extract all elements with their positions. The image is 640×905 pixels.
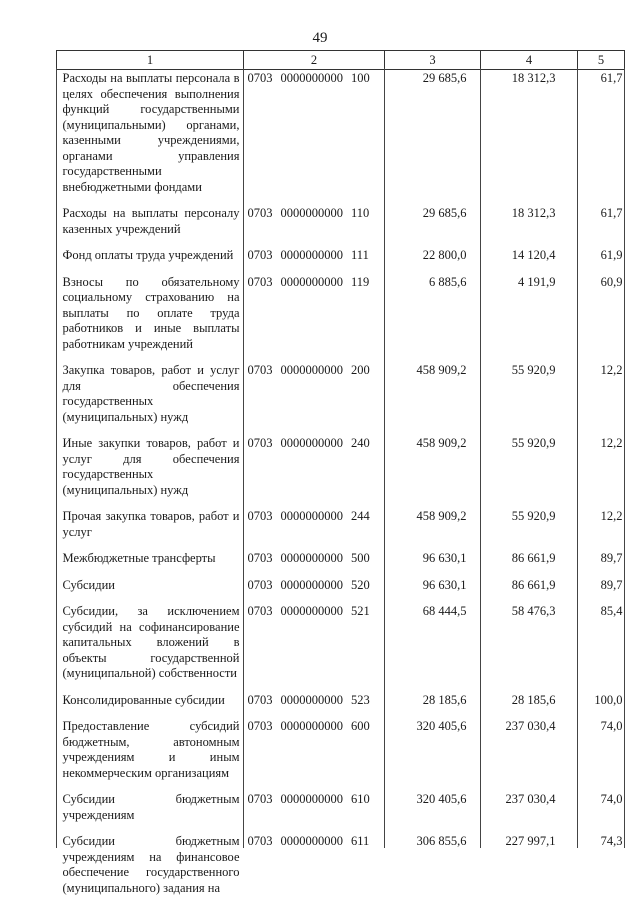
table-header — [57, 51, 625, 70]
expense-name: Закупка товаров, работ и услуг для обеспечения государственных (муниципальных) нужд — [62, 363, 240, 424]
table-row — [57, 601, 625, 690]
actual-amount: 14 120,4 — [511, 248, 556, 262]
expense-type-code: 244 — [351, 509, 370, 523]
section-code: 0703 — [247, 363, 273, 377]
target-article-code: 0000000000 — [280, 692, 343, 707]
budget-code — [244, 245, 385, 272]
execution-percent: 61,7 — [600, 206, 623, 220]
planned-amount: 458 909,2 — [416, 363, 467, 377]
table-row — [57, 548, 625, 575]
section-code: 0703 — [247, 692, 273, 707]
execution-percent: 12,2 — [600, 363, 623, 377]
section-code: 0703 — [247, 604, 273, 618]
budget-code — [244, 70, 385, 204]
column-divider — [624, 68, 625, 848]
header-col-1: 1 — [57, 51, 244, 70]
target-article-code: 0000000000 — [280, 719, 343, 733]
section-code: 0703 — [247, 71, 273, 85]
section-code: 0703 — [247, 792, 273, 806]
expense-name: Субсидии, за исключением субсидий на софинансирование капитальных вложений в объекты государственной (муниципальной) собственности — [62, 604, 240, 680]
section-code: 0703 — [247, 436, 273, 450]
execution-percent: 12,2 — [600, 436, 623, 450]
execution-percent: 74,3 — [600, 834, 623, 848]
budget-code — [244, 716, 385, 789]
header-row — [57, 51, 625, 70]
execution-percent: 74,0 — [600, 792, 623, 806]
budget-code — [244, 789, 385, 831]
section-code: 0703 — [247, 206, 273, 220]
target-article-code: 0000000000 — [280, 604, 343, 618]
planned-amount: 22 800,0 — [422, 248, 467, 262]
expense-name: Субсидии — [62, 577, 115, 592]
actual-amount: 55 920,9 — [511, 363, 556, 377]
target-article-code: 0000000000 — [280, 551, 343, 565]
target-article-code: 0000000000 — [280, 436, 343, 450]
budget-table — [56, 50, 625, 904]
page-number: 49 — [312, 30, 328, 46]
expense-name: Расходы на выплаты персоналу казенных учреждений — [62, 206, 240, 236]
expense-type-code: 610 — [351, 792, 370, 806]
planned-amount: 28 185,6 — [422, 692, 467, 707]
expense-name: Межбюджетные трансферты — [62, 551, 216, 565]
budget-code — [244, 601, 385, 690]
column-divider — [56, 68, 57, 848]
header-col-2: 2 — [244, 51, 385, 70]
planned-amount: 458 909,2 — [416, 436, 467, 450]
actual-amount: 18 312,3 — [511, 206, 556, 220]
expense-name: Прочая закупка товаров, работ и услуг — [62, 509, 240, 539]
column-divider — [577, 68, 578, 848]
table-row — [57, 575, 625, 602]
expense-type-code: 110 — [351, 206, 370, 220]
expense-type-code: 600 — [351, 719, 370, 733]
table-row — [57, 203, 625, 245]
table-row — [57, 690, 625, 717]
section-code: 0703 — [247, 577, 273, 592]
planned-amount: 96 630,1 — [422, 577, 467, 592]
table-row — [57, 789, 625, 831]
execution-percent: 60,9 — [600, 274, 623, 289]
target-article-code: 0000000000 — [280, 363, 343, 377]
execution-percent: 74,0 — [600, 719, 623, 733]
actual-amount: 227 997,1 — [505, 834, 556, 848]
table-row — [57, 506, 625, 548]
target-article-code: 0000000000 — [280, 274, 343, 289]
expense-type-code: 119 — [351, 274, 370, 289]
expense-name: Взносы по обязательному социальному страхованию на выплаты по оплате труда работников и иные выплаты работникам учреждений — [62, 274, 240, 351]
table-row — [57, 245, 625, 272]
execution-percent: 12,2 — [600, 509, 623, 523]
expense-name: Консолидированные субсидии — [62, 692, 225, 707]
expense-name: Субсидии бюджетным учреждениям на финансовое обеспечение государственного (муниципального) задания на — [62, 834, 240, 895]
section-code: 0703 — [247, 509, 273, 523]
actual-amount: 86 661,9 — [511, 551, 556, 565]
planned-amount: 6 885,6 — [429, 274, 467, 289]
section-code: 0703 — [247, 248, 273, 262]
expense-type-code: 611 — [351, 834, 370, 848]
planned-amount: 68 444,5 — [422, 604, 467, 618]
target-article-code: 0000000000 — [280, 834, 343, 848]
actual-amount: 86 661,9 — [511, 577, 556, 592]
execution-percent: 89,7 — [600, 551, 623, 565]
budget-code — [244, 548, 385, 575]
expense-name: Субсидии бюджетным учреждениям — [62, 792, 240, 822]
expense-type-code: 523 — [351, 692, 370, 707]
actual-amount: 237 030,4 — [505, 792, 556, 806]
budget-code — [244, 575, 385, 602]
planned-amount: 306 855,6 — [416, 834, 467, 848]
section-code: 0703 — [247, 719, 273, 733]
planned-amount: 29 685,6 — [422, 71, 467, 85]
expense-name: Фонд оплаты труда учреждений — [62, 248, 234, 262]
execution-percent: 85,4 — [600, 604, 623, 618]
expense-type-code: 100 — [351, 71, 370, 85]
budget-code — [244, 433, 385, 506]
budget-code — [244, 831, 385, 904]
budget-code — [244, 203, 385, 245]
planned-amount: 320 405,6 — [416, 792, 467, 806]
header-col-3: 3 — [385, 51, 481, 70]
expense-type-code: 521 — [351, 604, 370, 618]
execution-percent: 100,0 — [594, 692, 623, 707]
budget-code — [244, 360, 385, 433]
budget-code — [244, 506, 385, 548]
table-row — [57, 70, 625, 204]
actual-amount: 18 312,3 — [511, 71, 556, 85]
expense-type-code: 111 — [351, 248, 369, 262]
budget-code — [244, 690, 385, 717]
expense-type-code: 240 — [351, 436, 370, 450]
section-code: 0703 — [247, 551, 273, 565]
planned-amount: 96 630,1 — [422, 551, 467, 565]
actual-amount: 28 185,6 — [511, 692, 556, 707]
table-row — [57, 360, 625, 433]
expense-name: Расходы на выплаты персонала в целях обеспечения выполнения функций государственными (муниципальными) органами, казенными учреждениями, органами управления государственными внебюджетными фондами — [62, 71, 240, 194]
header-col-5: 5 — [578, 51, 625, 70]
table-row — [57, 716, 625, 789]
target-article-code: 0000000000 — [280, 248, 343, 262]
execution-percent: 61,7 — [600, 71, 623, 85]
actual-amount: 55 920,9 — [511, 436, 556, 450]
expense-type-code: 500 — [351, 551, 370, 565]
expense-type-code: 520 — [351, 577, 370, 592]
budget-code — [244, 272, 385, 361]
section-code: 0703 — [247, 274, 273, 289]
target-article-code: 0000000000 — [280, 71, 343, 85]
expense-type-code: 200 — [351, 363, 370, 377]
column-divider — [480, 68, 481, 848]
target-article-code: 0000000000 — [280, 206, 343, 220]
target-article-code: 0000000000 — [280, 577, 343, 592]
column-divider — [384, 68, 385, 848]
planned-amount: 29 685,6 — [422, 206, 467, 220]
section-code: 0703 — [247, 834, 273, 848]
execution-percent: 89,7 — [600, 577, 623, 592]
planned-amount: 458 909,2 — [416, 509, 467, 523]
table-row — [57, 433, 625, 506]
column-divider — [243, 68, 244, 848]
actual-amount: 58 476,3 — [511, 604, 556, 618]
target-article-code: 0000000000 — [280, 792, 343, 806]
target-article-code: 0000000000 — [280, 509, 343, 523]
actual-amount: 237 030,4 — [505, 719, 556, 733]
planned-amount: 320 405,6 — [416, 719, 467, 733]
table-row — [57, 831, 625, 904]
actual-amount: 55 920,9 — [511, 509, 556, 523]
header-col-4: 4 — [481, 51, 578, 70]
expense-name: Предоставление субсидий бюджетным, автономным учреждениям и иным некоммерческим организациям — [62, 719, 240, 780]
actual-amount: 4 191,9 — [518, 274, 556, 289]
expense-name: Иные закупки товаров, работ и услуг для обеспечения государственных (муниципальных) нужд — [62, 436, 240, 497]
table-row — [57, 272, 625, 361]
table-body — [57, 70, 625, 905]
execution-percent: 61,9 — [600, 248, 623, 262]
